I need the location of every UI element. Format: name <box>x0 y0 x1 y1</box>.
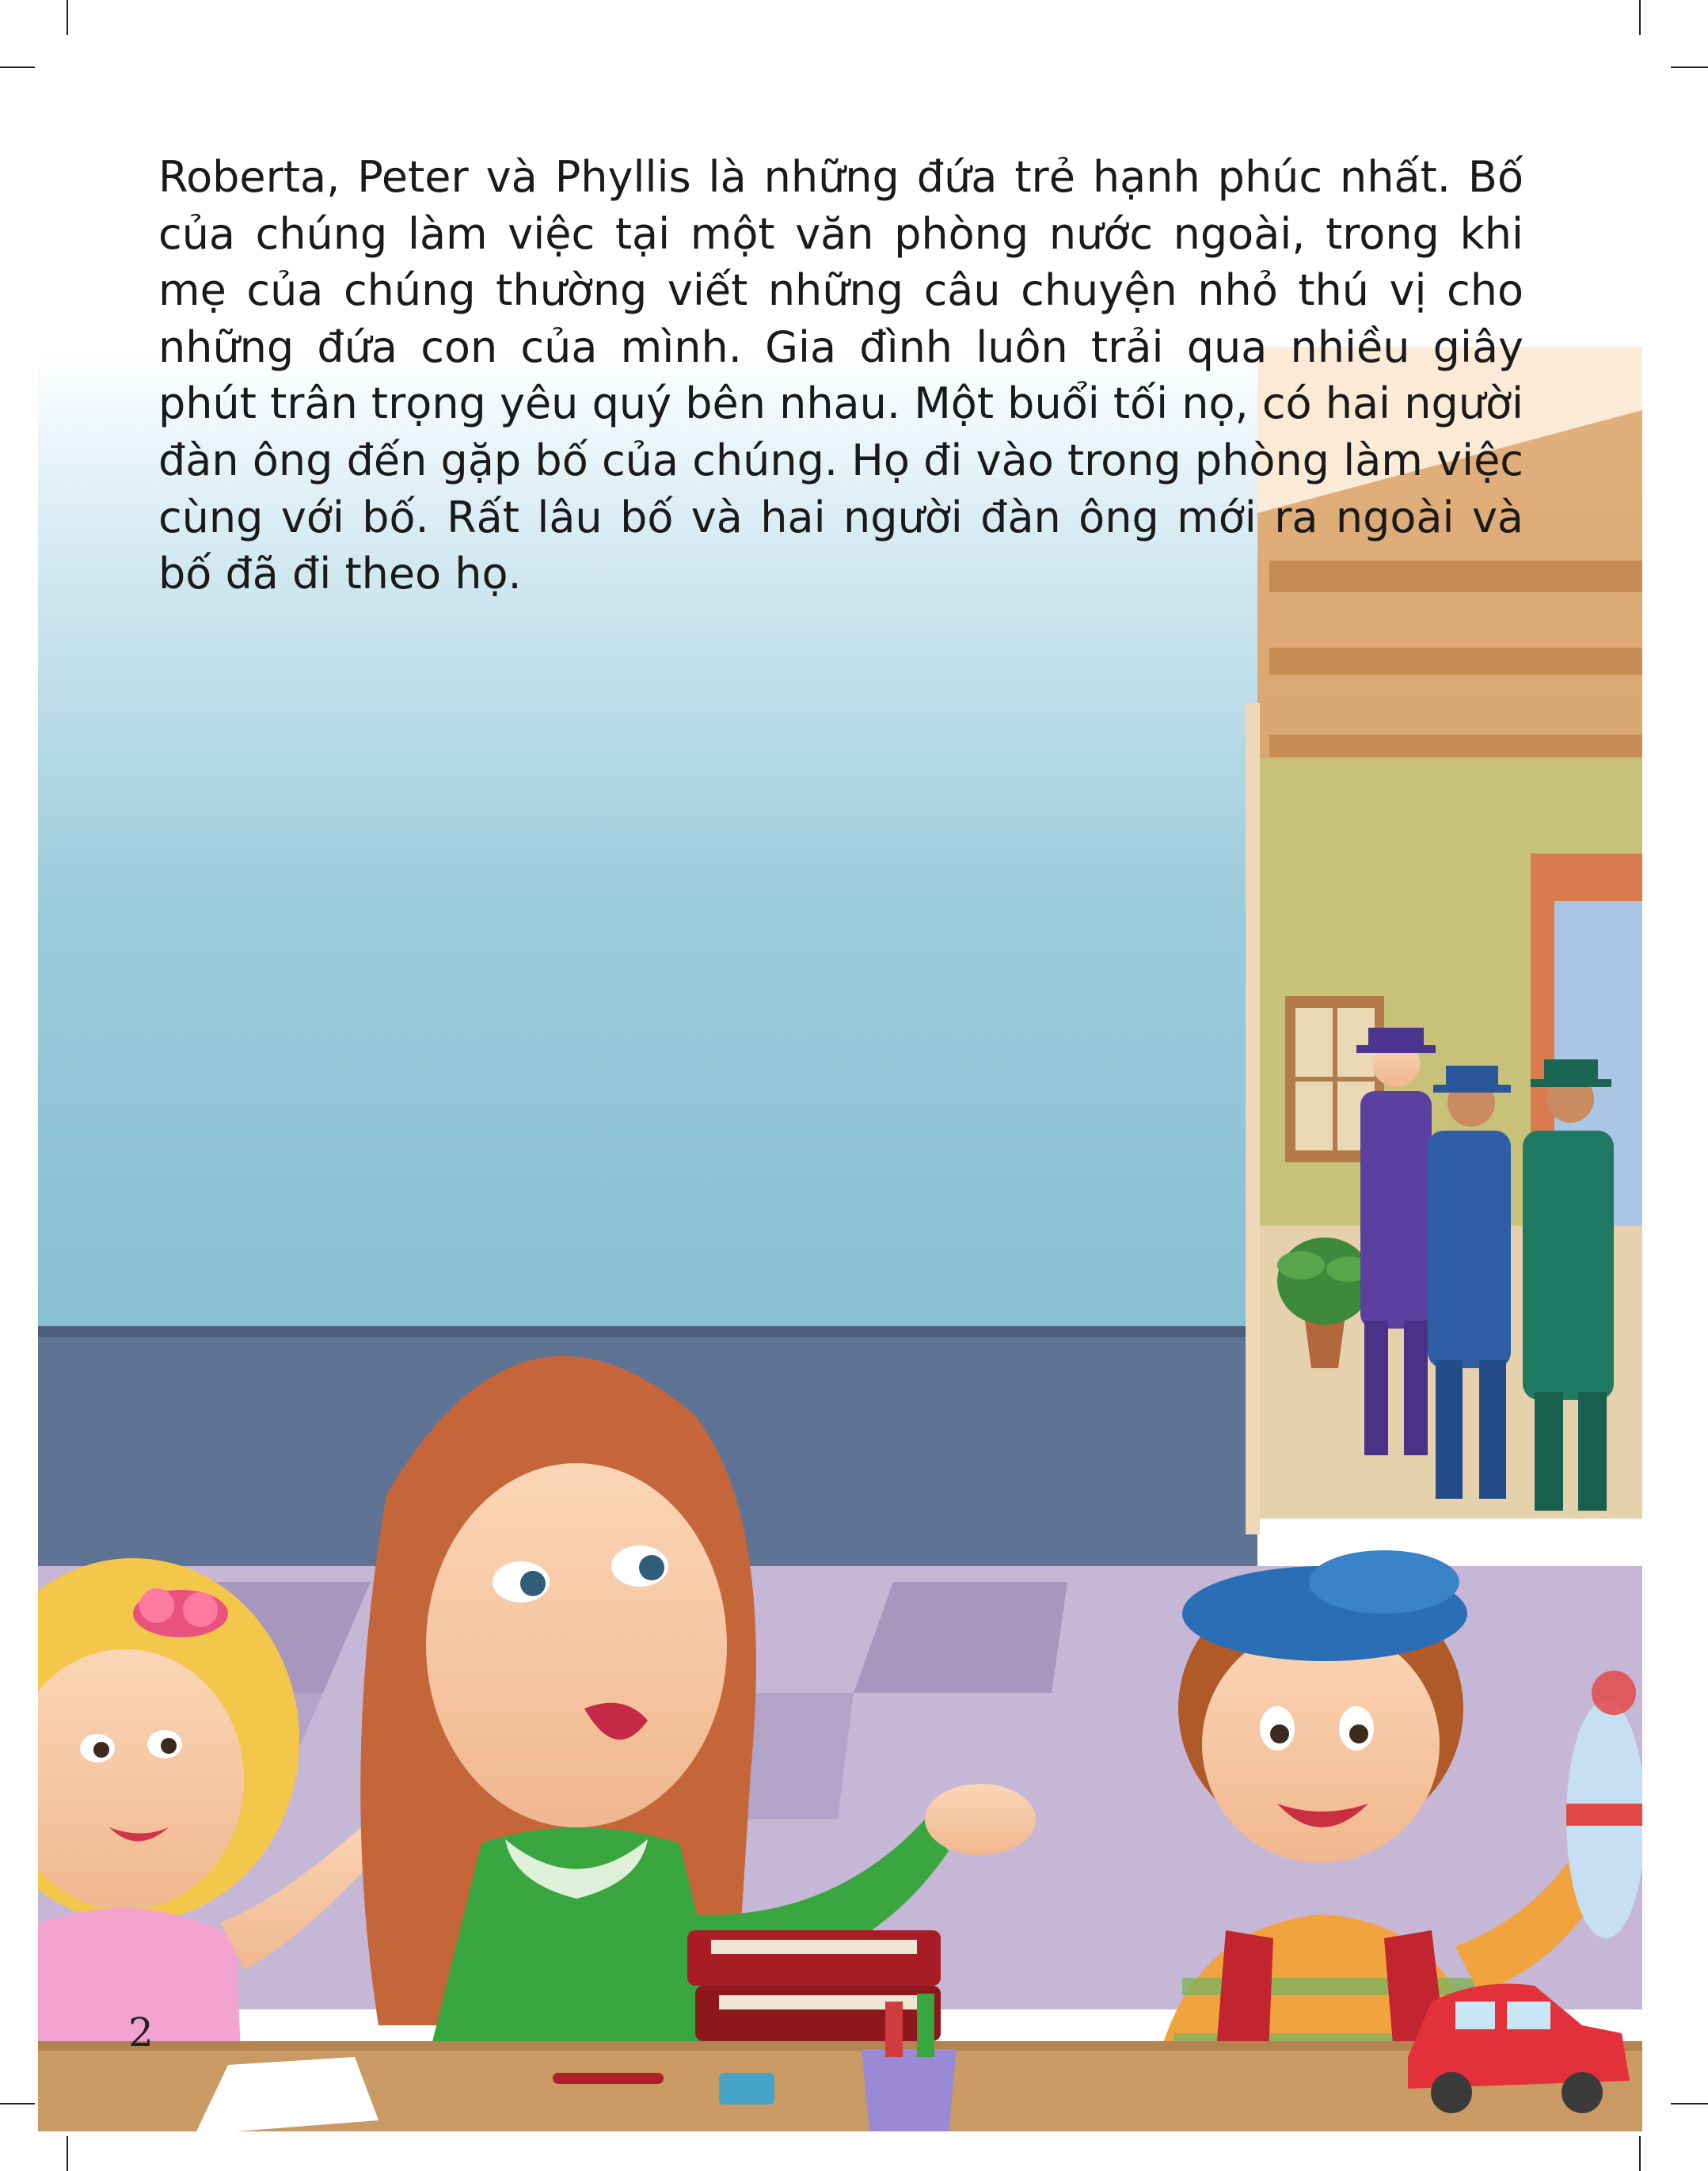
story-paragraph: Roberta, Peter và Phyllis là những đứa trẻ hạnh phúc nhất. Bố của chúng làm việc tại một văn phòng nước ngoài, trong khi mẹ của chúng thường viết những câu chuyện nhỏ thú vị cho những đứa con của mình. Gia đình luôn trải qua nhiều giây phút trân trọng yêu quý bên nhau. Một buổi tối nọ, có hai người đàn ông đến gặp bố của chúng. Họ đi vào trong phòng làm việc cùng với bố. Rất lâu bố và hai người đàn ông mới ra ngoài và bố đã đi theo họ. <box>158 152 1524 599</box>
crop-mark-bottom-left-h <box>0 2103 35 2104</box>
crop-mark-bottom-left-v <box>67 2136 68 2171</box>
story-illustration <box>38 347 1642 2131</box>
crop-mark-top-right-h <box>1671 67 1708 68</box>
crop-mark-bottom-right-v <box>1639 2136 1641 2171</box>
crop-mark-bottom-right-h <box>1671 2103 1708 2104</box>
crop-mark-top-right-v <box>1639 0 1641 35</box>
crop-mark-top-left-v <box>67 0 68 35</box>
page-number: 2 <box>128 2009 154 2055</box>
crop-mark-top-left-h <box>0 67 35 68</box>
room-scene <box>38 347 1642 2131</box>
